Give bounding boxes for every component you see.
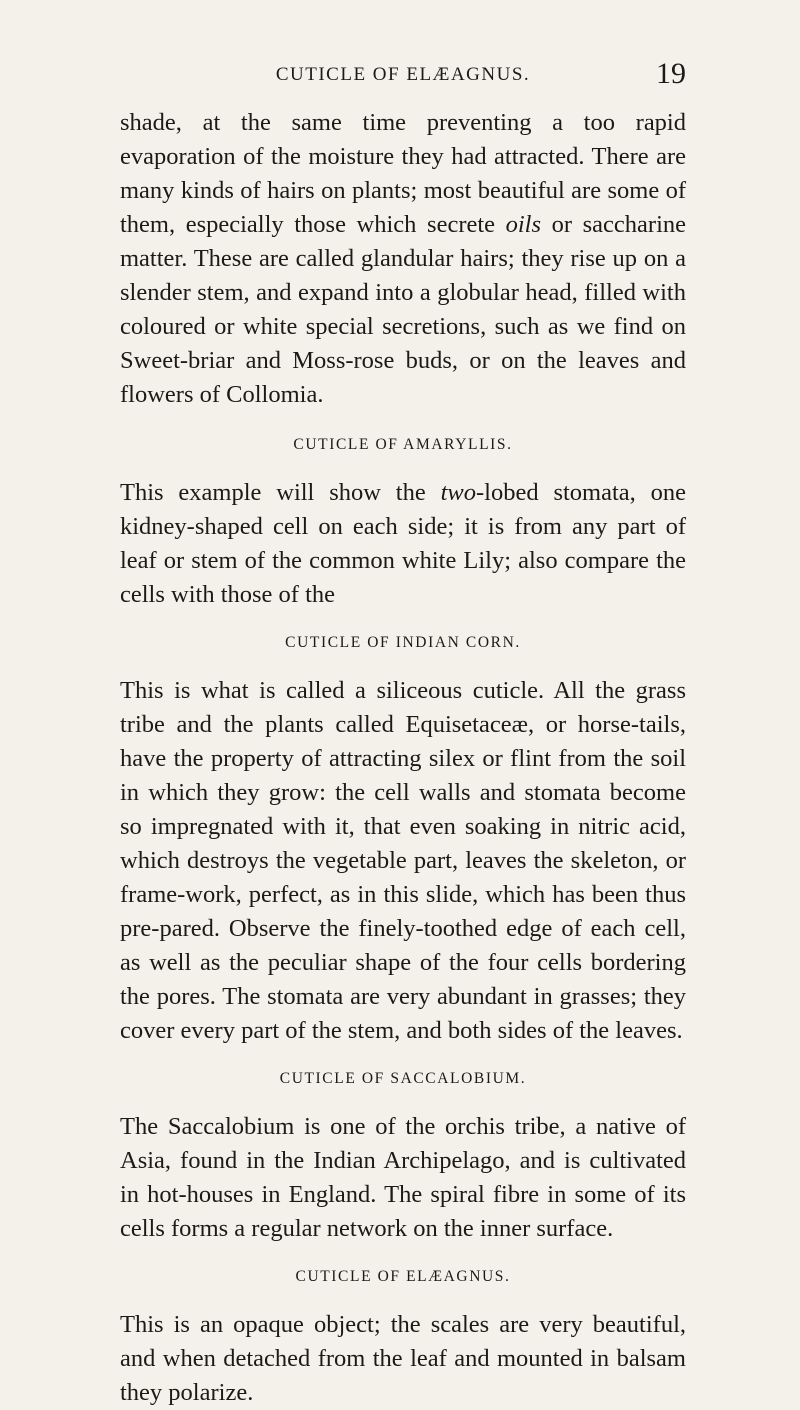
section-heading-elaeagnus: CUTICLE OF ELÆAGNUS. [295, 1268, 511, 1285]
paragraph-text: -lobed stomata, one kidney-shaped cell on each side; it is from any part of leaf or stem of the common white Lily; also compare the cells with those of the [120, 479, 686, 608]
paragraph-text: The Saccalobium is one of the orchis tribe, a native of Asia, found in the Indian Archipelago, and is cultivated in hot-houses in England. The spiral fibre in some of its cells forms a regular network on the inner surface. [120, 1113, 686, 1242]
body-text [120, 106, 686, 1410]
italic-word: two [440, 479, 476, 506]
running-head [120, 56, 686, 92]
section-heading-saccalobium: CUTICLE OF SACCALOBIUM. [279, 1070, 527, 1087]
section-heading-amaryllis: CUTICLE OF AMARYLLIS. [293, 436, 513, 453]
paragraph-indian-corn [120, 674, 686, 1048]
paragraph-text: This is an opaque object; the scales are very beautiful, and when detached from the leaf and mounted in balsam they polarize. [120, 1311, 686, 1406]
paragraph-text: shade, at the same time preventing a too rapid evaporation of the moisture they had attracted. There are many kinds of hairs on plants; most beautiful are some of them, especially those which secrete [120, 109, 686, 238]
paragraph-text: This example will show the [120, 479, 441, 506]
paragraph-amaryllis [120, 476, 686, 612]
paragraph-text: or saccharine matter. These are called glandular hairs; they rise up on a slender stem, and expand into a globular head, filled with coloured or white special secretions, such as we find on Sweet-briar and Moss-rose buds, or on the leaves and flowers of Collomia. [120, 211, 686, 408]
page-number: 19 [656, 57, 686, 90]
paragraph-elaeagnus [120, 1308, 686, 1410]
paragraph-saccalobium [120, 1110, 686, 1246]
running-title: CUTICLE OF ELÆAGNUS. [275, 64, 531, 85]
italic-word: oils [505, 211, 542, 238]
section-heading-indian-corn: CUTICLE OF INDIAN CORN. [285, 634, 521, 651]
paragraph-text: This is what is called a siliceous cuticle. All the grass tribe and the plants called Equisetaceæ, or horse-tails, have the property of attracting silex or flint from the soil in which they grow: the cell walls and stomata become so impregnated with it, that even soaking in nitric acid, which destroys the vegetable part, leaves the skeleton, or frame-work, perfect, as in this slide, which has been thus pre-pared. Observe the finely-toothed edge of each cell, as well as the peculiar shape of the four cells bordering the pores. The stomata are very abundant in grasses; they cover every part of the stem, and both sides of the leaves. [120, 677, 686, 1044]
paragraph-hairs [120, 106, 686, 412]
